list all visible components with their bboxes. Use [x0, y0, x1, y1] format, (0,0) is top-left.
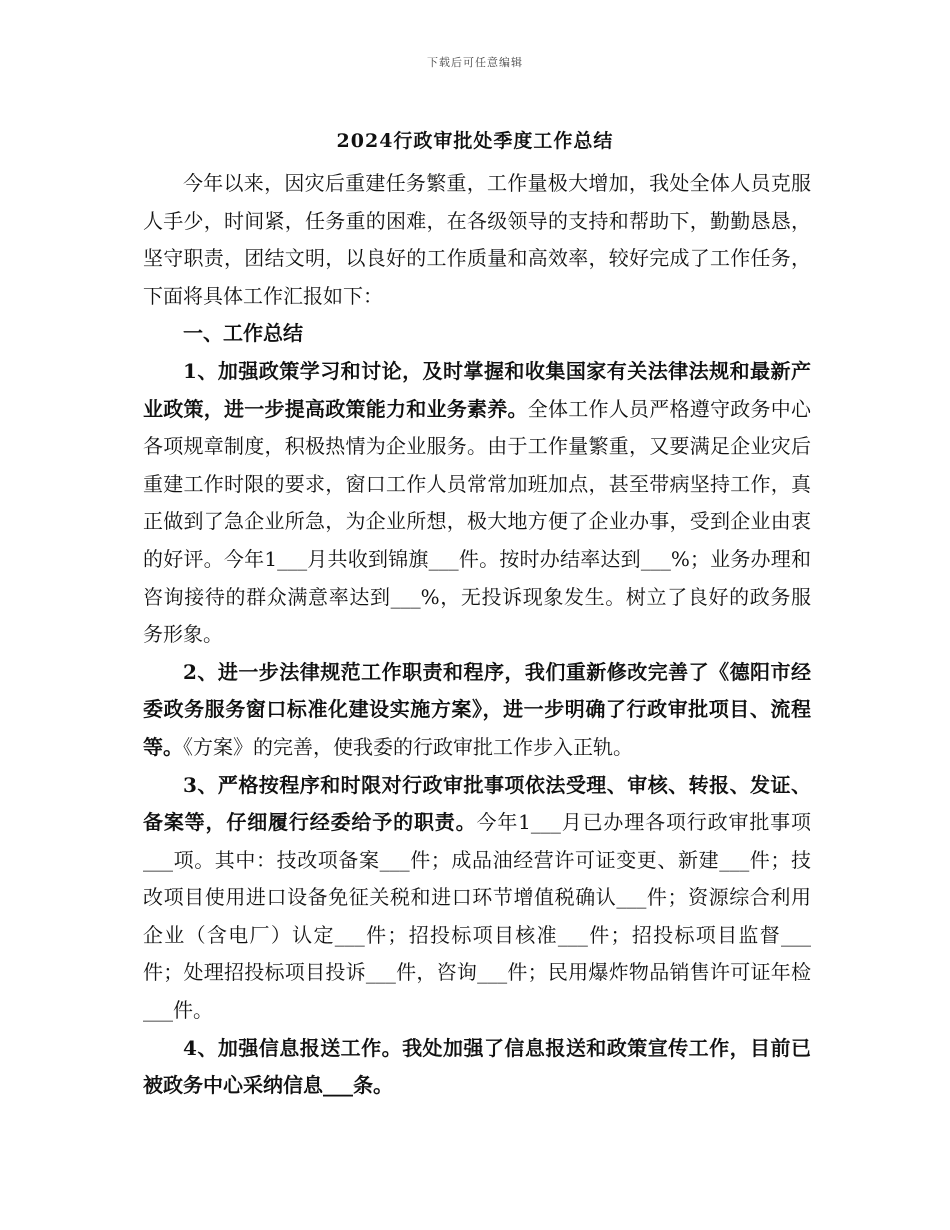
item-3-paragraph: [143, 767, 811, 1030]
item-4-bold-text: 4、加强信息报送工作。我处加强了信息报送和政策宣传工作，目前已被政务中心采纳信息___条。: [143, 1035, 811, 1098]
section-heading: 一、工作总结: [183, 321, 303, 346]
item-3-bold-text: 3、严格按程序和时限对行政审批事项依法受理、审核、转报、发证、备案等，仔细履行经委给予的职责。: [143, 772, 811, 835]
document-body: [143, 165, 811, 1105]
item-1-bold-text: 1、加强政策学习和讨论，及时掌握和收集国家有关法律法规和最新产业政策，进一步提高政策能力和业务素养。: [143, 358, 811, 421]
item-3-text: 今年1___月已办理各项行政审批事项___项。其中：技改项备案___件；成品油经营许可证变更、新建___件；技改项目使用进口设备免征关税和进口环节增值税确认___件；资源综合利用企业（含电厂）认定___件；招投标项目核准___件；招投标项目监督___件；处理招投标项目投诉___件，咨询___件；民用爆炸物品销售许可证年检___件。: [143, 810, 811, 1023]
item-1-paragraph: [143, 353, 811, 654]
item-4-paragraph: [143, 1030, 811, 1105]
item-2-paragraph: [143, 654, 811, 767]
item-2-bold-text: 2、进一步法律规范工作职责和程序，我们重新修改完善了《德阳市经委政务服务窗口标准化建设实施方案》，进一步明确了行政审批项目、流程等。: [143, 659, 811, 759]
item-1-text: 全体工作人员严格遵守政务中心各项规章制度，积极热情为企业服务。由于工作量繁重，又要满足企业灾后重建工作时限的要求，窗口工作人员常常加班加点，甚至带病坚持工作，真正做到了急企业所急，为企业所想，极大地方便了企业办事，受到企业由衷的好评。今年1___月共收到锦旗___件。按时办结率达到___%；业务办理和咨询接待的群众满意率达到___%，无投诉现象发生。树立了良好的政务服务形象。: [143, 396, 811, 647]
document-title: 2024行政审批处季度工作总结: [336, 130, 614, 152]
item-2-text: 《方案》的完善，使我委的行政审批工作步入正轨。: [183, 734, 633, 759]
intro-paragraph: 今年以来，因灾后重建任务繁重，工作量极大增加，我处全体人员克服人手少，时间紧，任务重的困难，在各级领导的支持和帮助下，勤勤恳恳，坚守职责，团结文明，以良好的工作质量和高效率，较好完成了工作任务，下面将具体工作汇报如下：: [143, 171, 811, 308]
header-note: 下载后可任意编辑: [427, 56, 523, 69]
